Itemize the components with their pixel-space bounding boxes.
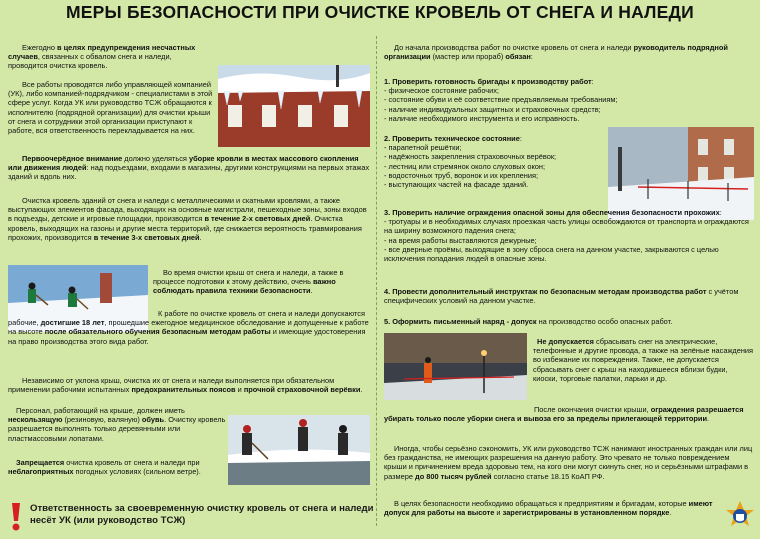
left-p2: Все работы проводятся либо управляющей компанией (УК), либо компанией-подрядчиком - специалистами в этой сфере услуг. Когда УК или руководство ТСЖ обращаются к исполнителю (подрядной организации) для очистки крыши от снега и сотрудники этой организации приступают к работе, вся ответственность перекладывается на них. [8,80,213,136]
right-section-4: 4. Провести дополнительный инструктаж по безопасным методам производства работ с учётом специфических условий на данном участке. [384,287,739,306]
left-p6: К работе по очистке кровель от снега и наледи допускаются рабочие, достигшие 18 лет, прошедшие ежегодное медицинское обследование и допущенные к работе на высоте после обязательного обучения безопасным методам работы и имеющие удостоверения на право производства этого вида работ. [8,309,369,346]
responsibility-notice: Ответственность за своевременную очистку кровель от снега и наледи несёт УК (или руководство ТСЖ) [30,503,374,526]
column-divider [376,36,377,526]
left-p1: Ежегодно в целях предупреждения несчастных случаев, связанных с обвалом снега и наледи, проводится очистка кровель. [8,43,196,71]
right-final-advice: В целях безопасности необходимо обращаться к предприятиям и бригадам, которые имеют допуск для работы на высоте и зарегистрированы в установленном порядке. [384,499,713,518]
left-p4: Очистка кровель зданий от снега и наледи с металлическими и скатными кровлями, а также выступающих элементов фасада, выходящих на основные магистрали, пешеходные зоны, зоны входов в подъезды, детские и игровые площадки, производится в течение 2-х световых дней. Очистка кровель, выходящих на газоны и другие места территорий, где снижается вероятность травмирования прохожих, производится в течение 3-х световых дней. [8,196,367,242]
right-section-3: 3. Проверить наличие ограждения опасной зоны для обеспечения безопасности прохожих: - тротуары и в необходимых случаях проезжая часть улицы освобождаются от транспорта и ограждаются на ширину возможного падения снега; - на время работы выставляются дежурные; - все дверные проёмы, выходящие в зону сброса снега на данном участке, закрываются с целью исключения попадания людей в опасные зоны. [384,208,749,264]
right-section-5: 5. Оформить письменный наряд - допуск на производство особо опасных работ. [384,317,673,326]
right-not-allowed: Не допускается сбрасывать снег на электрические, телефонные и другие провода, а также на зелёные насаждения во избежание их повреждения. Также, не допускается сбрасывать снег с крыш на находившееся вблизи будки, киоски, торговые палатки, ларьки и др. [533,337,754,383]
left-p7: Независимо от уклона крыш, очистка их от снега и наледи выполняется при обязательном применении рабочими испытанных предохранительных поясов и прочной страховочной верёвки. [8,376,363,395]
left-p9: Запрещается очистка кровель от снега и наледи при неблагоприятных погодных условиях (сильном ветре). [8,458,201,477]
left-p3: Первоочерёдное внимание должно уделяться уборке кровли в местах массового скопления или движения людей: над подъездами, входами в магазины, другими конструкциями на первых этажах зданий и вдоль них. [8,154,370,182]
exclamation-icon [8,503,24,531]
right-section-1: 1. Проверить готовность бригады к производству работ: - физическое состояние рабочих; - состояние обуви и её соответствие предъявляемым требованиям; - наличие индивидуальных защитных и страховочных средств; - наличие необходимого инструмента и его исправность. [384,77,618,123]
photo-roof-icicles [218,65,370,147]
left-p8: Персонал, работающий на крыше, должен иметь нескользящую (резиновую, валяную) обувь. Очистку кровель разрешается выполнять только деревянными или пластмассовыми лопатами. [8,406,226,443]
page-title: МЕРЫ БЕЗОПАСНОСТИ ПРИ ОЧИСТКЕ КРОВЕЛЬ ОТ СНЕГА И НАЛЕДИ [66,2,694,22]
right-section-2: 2. Проверить техническое состояние: - парапетной решётки; - надёжность закрепления страховочных верёвок; - лестниц или стремянок около слуховых окон; - водосточных труб, воронок и их крепления; - выступающих частей на фасаде зданий. [384,134,557,190]
photo-workers-roof-edge [228,415,370,485]
right-after-cleaning: После окончания очистки крыши, ограждения разрешается убирать только после уборки снега и вывоза его за пределы прилегающей территории. [384,405,744,424]
photo-fenced-sidewalk [608,127,754,220]
right-savings-warning: Иногда, чтобы серьёзно сэкономить, УК или руководство ТСЖ нанимают иностранных граждан или лиц без гражданства, не имеющих разрешения на данную работу. Это чревато не только повреждением крыши и причинением вреда здоровью тем, на кого они могут скинуть снег, но и серьёзными штрафами в размере до 800 тысяч рублей согласно статье 18.15 КоАП РФ. [384,444,753,481]
right-intro: До начала производства работ по очистке кровель от снега и наледи руководитель подрядной организации (мастер или прораб) обязан: [384,43,728,62]
mchs-emblem-icon [724,500,756,534]
left-p5: Во время очистки крыш от снега и наледи, а также в процессе подготовки к этому действию, очень важно соблюдать правила техники безопасности. [153,268,344,296]
photo-worker-night [384,333,527,400]
